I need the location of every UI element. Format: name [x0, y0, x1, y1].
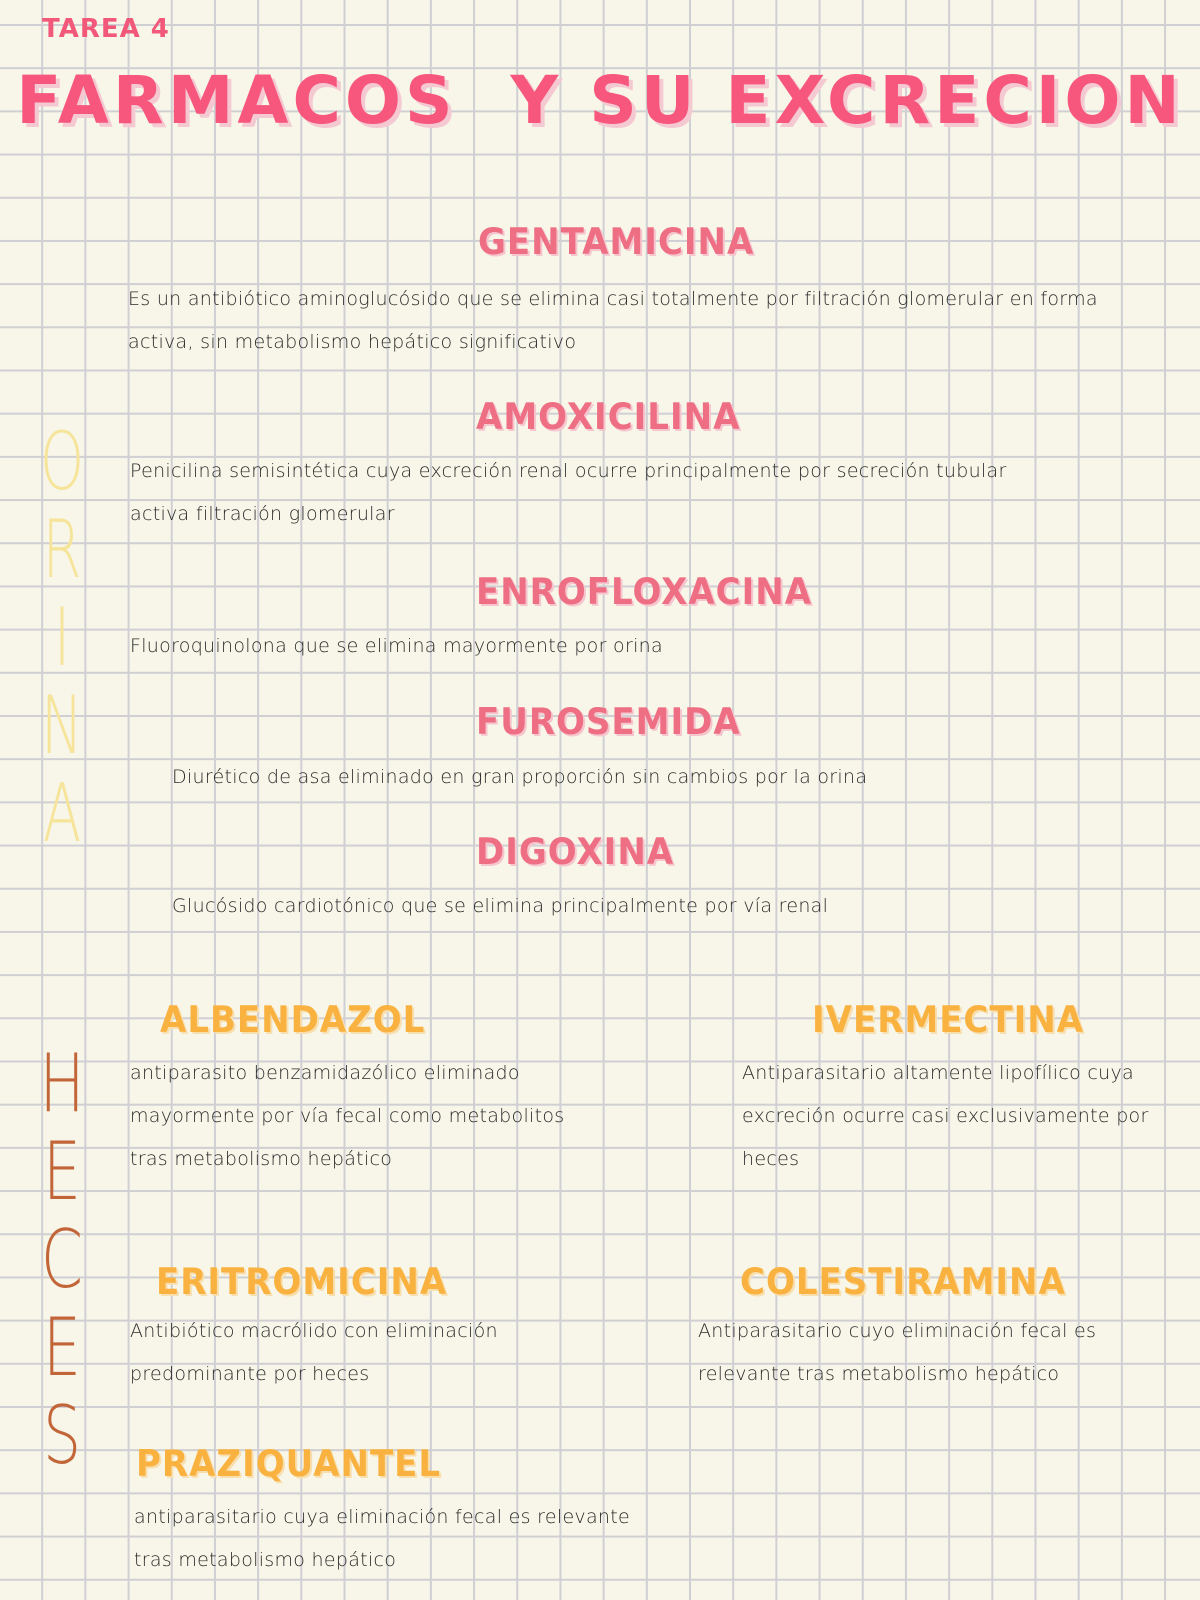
drug-heading-enrofloxacina: ENROFLOXACINA	[476, 570, 813, 614]
drug-heading-praziquantel: PRAZIQUANTEL	[136, 1442, 442, 1486]
side-letter: I	[53, 591, 71, 684]
side-label-orina	[39, 415, 85, 860]
side-letter: E	[43, 1301, 81, 1394]
side-letter: E	[43, 1125, 81, 1218]
drug-heading-amoxicilina: AMOXICILINA	[476, 395, 741, 439]
description-line: excreción ocurre casi exclusivamente por	[742, 1105, 1149, 1127]
drug-description-ivermectina	[742, 1052, 1149, 1181]
drug-description-praziquantel	[134, 1496, 630, 1582]
drug-description-albendazol	[130, 1052, 565, 1181]
drug-description-digoxina	[172, 885, 828, 928]
drug-description-gentamicina	[128, 278, 1098, 364]
description-line: Antiparasitario altamente lipofílico cuya	[742, 1062, 1134, 1084]
description-line: Es un antibiótico aminoglucósido que se elimina casi totalmente por filtración glomerular en forma	[128, 288, 1098, 310]
description-line: mayormente por vía fecal como metabolitos	[130, 1105, 565, 1127]
description-line: activa, sin metabolismo hepático significativo	[128, 331, 577, 353]
drug-heading-gentamicina: GENTAMICINA	[478, 220, 755, 264]
side-letter: A	[42, 767, 82, 860]
drug-heading-colestiramina: COLESTIRAMINA	[740, 1260, 1066, 1304]
description-line: tras metabolismo hepático	[134, 1549, 397, 1571]
description-line: Penicilina semisintética cuya excreción renal ocurre principalmente por secreción tubular	[130, 460, 1007, 482]
description-line: heces	[742, 1148, 800, 1170]
description-line: predominante por heces	[130, 1363, 370, 1385]
side-letter: O	[39, 415, 85, 508]
description-line: tras metabolismo hepático	[130, 1148, 393, 1170]
description-line: antiparasito benzamidazólico eliminado	[130, 1062, 520, 1084]
description-line: Antiparasitario cuyo eliminación fecal es	[698, 1320, 1097, 1342]
drug-description-colestiramina	[698, 1310, 1096, 1396]
drug-description-furosemida	[172, 756, 867, 799]
side-letter: C	[41, 1213, 83, 1306]
title-part-2: Y SU EXCRECION	[510, 62, 1184, 139]
drug-heading-eritromicina: ERITROMICINA	[156, 1260, 448, 1304]
description-line: antiparasitario cuya eliminación fecal es relevante	[134, 1506, 630, 1528]
description-line: activa filtración glomerular	[130, 503, 395, 525]
side-letter: R	[42, 503, 82, 596]
title-part-1: FARMACOS	[16, 62, 457, 139]
side-letter: N	[41, 679, 83, 772]
side-letter: S	[42, 1389, 82, 1482]
description-line: Antibiótico macrólido con eliminación	[130, 1320, 498, 1342]
task-label: TAREA 4	[42, 14, 170, 44]
drug-description-amoxicilina	[130, 450, 1007, 536]
drug-heading-albendazol: ALBENDAZOL	[160, 998, 426, 1042]
description-line: Glucósido cardiotónico que se elimina principalmente por vía renal	[172, 895, 829, 917]
drug-heading-furosemida: FUROSEMIDA	[476, 700, 741, 744]
drug-heading-ivermectina: IVERMECTINA	[812, 998, 1084, 1042]
drug-heading-digoxina: DIGOXINA	[476, 830, 675, 874]
description-line: Fluoroquinolona que se elimina mayormente por orina	[130, 635, 663, 657]
description-line: relevante tras metabolismo hepático	[698, 1363, 1060, 1385]
drug-description-enrofloxacina	[130, 625, 663, 668]
description-line: Diurético de asa eliminado en gran proporción sin cambios por la orina	[172, 766, 868, 788]
drug-description-eritromicina	[130, 1310, 498, 1396]
side-letter: H	[39, 1037, 85, 1130]
side-label-heces	[38, 1037, 86, 1482]
page-title	[0, 62, 1200, 139]
